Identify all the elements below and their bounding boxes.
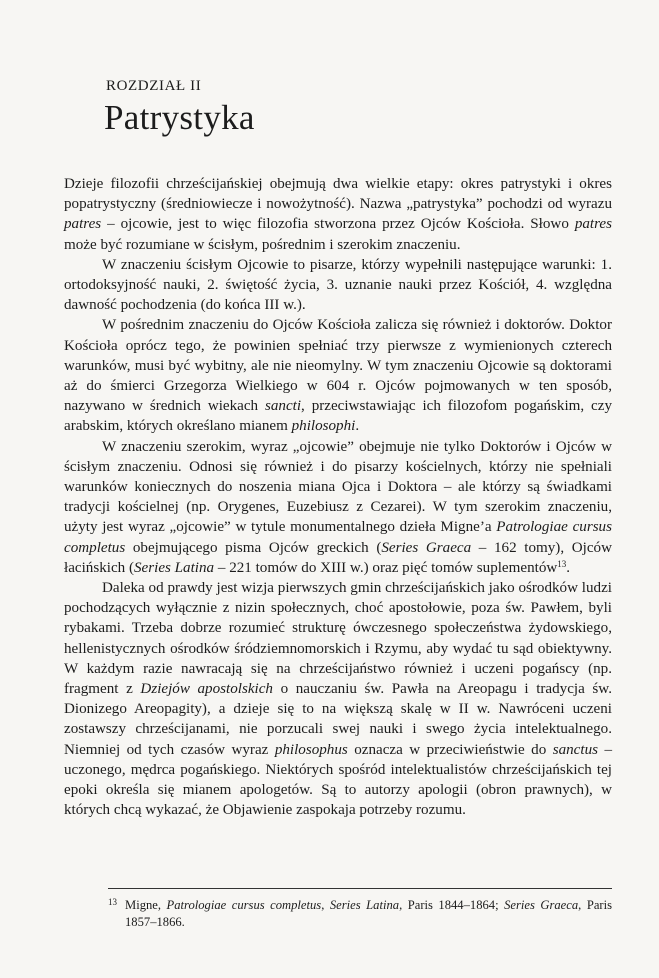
paragraph (64, 315, 612, 436)
text-run: W pośrednim znaczeniu do Ojców Kościoła zalicza się również i doktorów. Doktor Kościoła oprócz tego, że powinien spełniać trzy pierwsze z wymienionych czterech warunków, musi być wybitny, ale nie nieomylny. W tym znaczeniu Ojcowie są doktorami aż do śmierci Grzegorza Wielkiego w 604 r. Ojców pojmowanych w ten sposób, nazywano w średnich wiekach (64, 317, 612, 415)
footnote-divider (108, 888, 612, 889)
paragraph (64, 174, 612, 255)
text-run: . (355, 418, 360, 435)
text-run: – 221 tomów do XIII w.) oraz pięć tomów suplementów (214, 559, 558, 576)
text-run: , przeciwstawiając ich filozofom pogańskim, czy arabskim, których określano mianem (64, 398, 612, 435)
text-run: Dzieje filozofii chrześcijańskiej obejmują dwa wielkie etapy: okres patrystyki i okres popatrystyczny (średniowiecze i nowożytność). Nazwa „patrystyka” pochodzi od wyrazu (64, 176, 612, 213)
chapter-label: ROZDZIAŁ II (106, 78, 202, 94)
italic-term: patres (64, 216, 102, 233)
footnote-ref: 13 (557, 558, 567, 569)
paragraph (64, 255, 612, 316)
italic-term: philosophi (291, 418, 356, 435)
italic-term: sancti (264, 398, 302, 415)
italic-term: Patrologiae cursus completus (64, 519, 612, 556)
text-run: Migne, (125, 898, 167, 912)
text-run: , Paris 1857–1866. (125, 898, 612, 929)
text-run: Daleka od prawdy jest wizja pierwszych gmin chrześcijańskich jako ośrodków ludzi pochodzących wyłącznie z nizin społecznych, choć apostołowie, poza św. Pawłem, byli rybakami. Trzeba dobrze rozumieć strukturę ówczesnego społeczeństwa żydowskiego, hellenistycznych ośrodków śródziemnomorskich i Rzymu, aby wydać tu sąd obiektywny. W każdym razie nawracają się na chrześcijaństwo również i uczeni pogańscy (np. fragment z (64, 580, 612, 698)
footnote-number: 13 (108, 897, 117, 907)
text-run: obejmującego pisma Ojców greckich ( (125, 539, 382, 556)
body-text (64, 174, 612, 821)
paragraph (64, 578, 612, 820)
italic-term: Dziejów apostolskich (140, 681, 273, 698)
paragraph (64, 437, 612, 578)
text-run: W znaczeniu szerokim, wyraz „ojcowie” obejmuje nie tylko Doktorów i Ojców w ścisłym znaczeniu. Odnosi się również i do pisarzy kościelnych, którzy nie spełniali warunków koniecznych do noszenia miana Ojca i Doktora – ale którzy są świadkami tradycji kościelnej (np. Orygenes, Euzebiusz z Cezarei). W tym szerokim znaczeniu, użyty jest wyraz „ojcowie” w tytule monumentalnego dzieła Migne’a (64, 438, 612, 536)
italic-term: Series Graeca (504, 898, 579, 912)
italic-term: Patrologiae cursus completus (166, 898, 322, 912)
italic-term: patres (574, 216, 612, 233)
text-run: – uczonego, mędrca pogańskiego. Niektórych spośród intelektualistów chrześcijańskich tej epoki określa się mianem apologetów. Są to autorzy apologii (obron prawnych), w których chcą wykazać, że Objawienie zaspokaja potrzeby rozumu. (64, 741, 612, 819)
italic-term: Series Latina (134, 559, 215, 576)
chapter-title: Patrystyka (104, 98, 255, 137)
footnote-text (125, 898, 612, 929)
text-run: . (566, 559, 571, 576)
text-run: o nauczaniu św. Pawła na Areopagu i tradycja św. Dionizego Areopagity), a dzieje się to na większą skalę w II w. Nawróceni uczeni zostawszy chrześcijanami, nie porzucali swej nauki i swego życia intelektualnego. Niemniej od tych czasów wyraz (64, 681, 612, 758)
italic-term: Series Graeca (381, 539, 472, 556)
text-run: , (321, 898, 330, 912)
footnote (108, 897, 612, 931)
text-run: – ojcowie, jest to więc filozofia stworzona przez Ojców Kościoła. Słowo (101, 216, 575, 233)
text-run: oznacza w przeciwieństwie do (347, 741, 553, 758)
italic-term: Series Latina (329, 898, 400, 912)
text-run: , Paris 1844–1864; (399, 898, 505, 912)
italic-term: sanctus (552, 741, 598, 758)
italic-term: philosophus (274, 741, 348, 758)
text-run: – 162 tomy), Ojców łacińskich ( (64, 539, 612, 576)
text-run: W znaczeniu ścisłym Ojcowie to pisarze, którzy wypełnili następujące warunki: 1. ortodoksyjność nauki, 2. świętość życia, 3. uznanie nauki przez Kościół, 4. względna dawność pochodzenia (do końca III w.). (64, 256, 612, 314)
text-run: może być rozumiane w ścisłym, pośrednim i szerokim znaczeniu. (64, 236, 461, 253)
